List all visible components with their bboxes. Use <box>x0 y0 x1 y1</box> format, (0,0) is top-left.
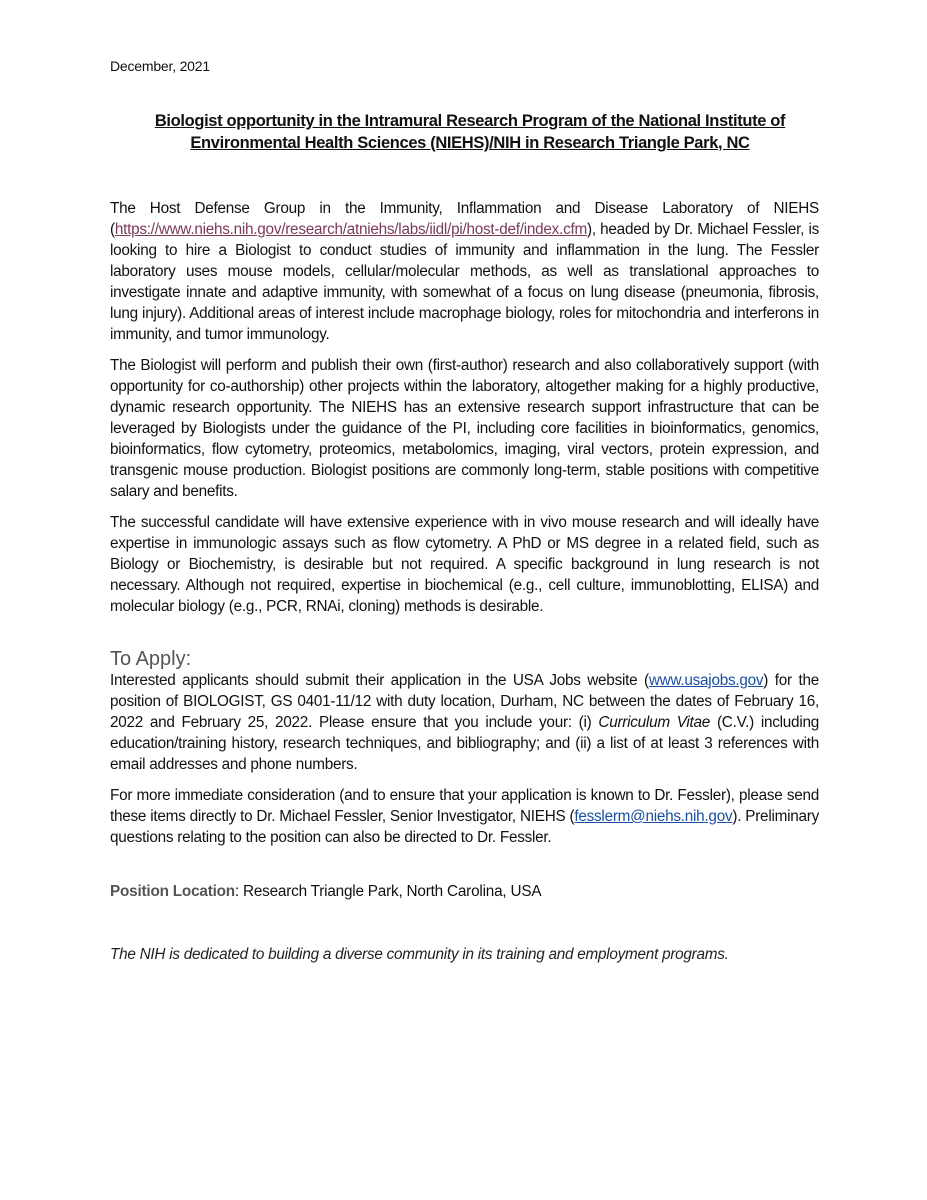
apply-text-pre: Interested applicants should submit their application in the USA Jobs website ( <box>110 672 649 689</box>
usajobs-link[interactable]: www.usajobs.gov <box>648 672 764 689</box>
contact-paragraph <box>110 785 819 848</box>
lab-website-link[interactable]: https://www.niehs.nih.gov/research/atniehs/labs/iidl/pi/host-def/index.cfm <box>114 221 587 238</box>
cv-italic-text: Curriculum Vitae <box>598 714 711 731</box>
document-title: Biologist opportunity in the Intramural Research Program of the National Institute of Environmental Health Sciences (NIEHS)/NIH in Research Triangle Park, NC <box>154 112 786 152</box>
position-location <box>110 883 541 901</box>
apply-text-post: (C.V.) including education/training history, research techniques, and bibliography; and (ii) a list of at least 3 references with email addresses and phone numbers. <box>110 714 819 773</box>
document-date: December, 2021 <box>110 58 210 74</box>
apply-paragraph <box>110 670 819 775</box>
contact-text-post: ). Preliminary questions relating to the position can also be directed to Dr. Fessler. <box>110 808 820 846</box>
position-location-value: : Research Triangle Park, North Carolina, USA <box>234 883 542 900</box>
intro-paragraph <box>110 198 819 345</box>
apply-text-mid: ) for the position of BIOLOGIST, GS 0401-11/12 with duty location, Durham, NC between the dates of February 16, 2022 and February 25, 2022. Please ensure that you include your: (i) <box>110 672 819 731</box>
contact-text-pre: For more immediate consideration (and to ensure that your application is known to Dr. Fessler), please send these items directly to Dr. Michael Fessler, Senior Investigator, NIEHS ( <box>110 787 819 825</box>
intro-text-pre: The Host Defense Group in the Immunity, Inflammation and Disease Laboratory of NIEHS ( <box>110 200 819 238</box>
email-link[interactable]: fesslerm@niehs.nih.gov <box>574 808 733 825</box>
to-apply-heading: To Apply: <box>110 648 192 670</box>
diversity-statement: The NIH is dedicated to building a diverse community in its training and employment programs. <box>110 946 729 963</box>
role-paragraph: The Biologist will perform and publish their own (first-author) research and also collaboratively support (with opportunity for co-authorship) other projects within the laboratory, altogether making for a highly productive, dynamic research opportunity. The NIEHS has an extensive research support infrastructure that can be leveraged by Biologists under the guidance of the PI, including core facilities in bioinformatics, genomics, bioinformatics, flow cytometry, proteomics, metabolomics, imaging, viral vectors, protein expression, and transgenic mouse production. Biologist positions are commonly long-term, stable positions with competitive salary and benefits. <box>110 357 819 500</box>
position-location-label: Position Location <box>110 883 235 900</box>
qualifications-paragraph: The successful candidate will have extensive experience with in vivo mouse research and will ideally have expertise in immunologic assays such as flow cytometry. A PhD or MS degree in a related field, such as Biology or Biochemistry, is desirable but not required. A specific background in lung research is not necessary. Although not required, expertise in biochemical (e.g., cell culture, immunoblotting, ELISA) and molecular biology (e.g., PCR, RNAi, cloning) methods is desirable. <box>110 514 819 615</box>
intro-text-post: ), headed by Dr. Michael Fessler, is looking to hire a Biologist to conduct studies of immunity and inflammation in the lung. The Fessler laboratory uses mouse models, cellular/molecular methods, as well as translational approaches to investigate innate and adaptive immunity, with somewhat of a focus on lung disease (pneumonia, fibrosis, lung injury). Additional areas of interest include macrophage biology, roles for mitochondria and interferons in immunity, and tumor immunology. <box>110 221 819 343</box>
